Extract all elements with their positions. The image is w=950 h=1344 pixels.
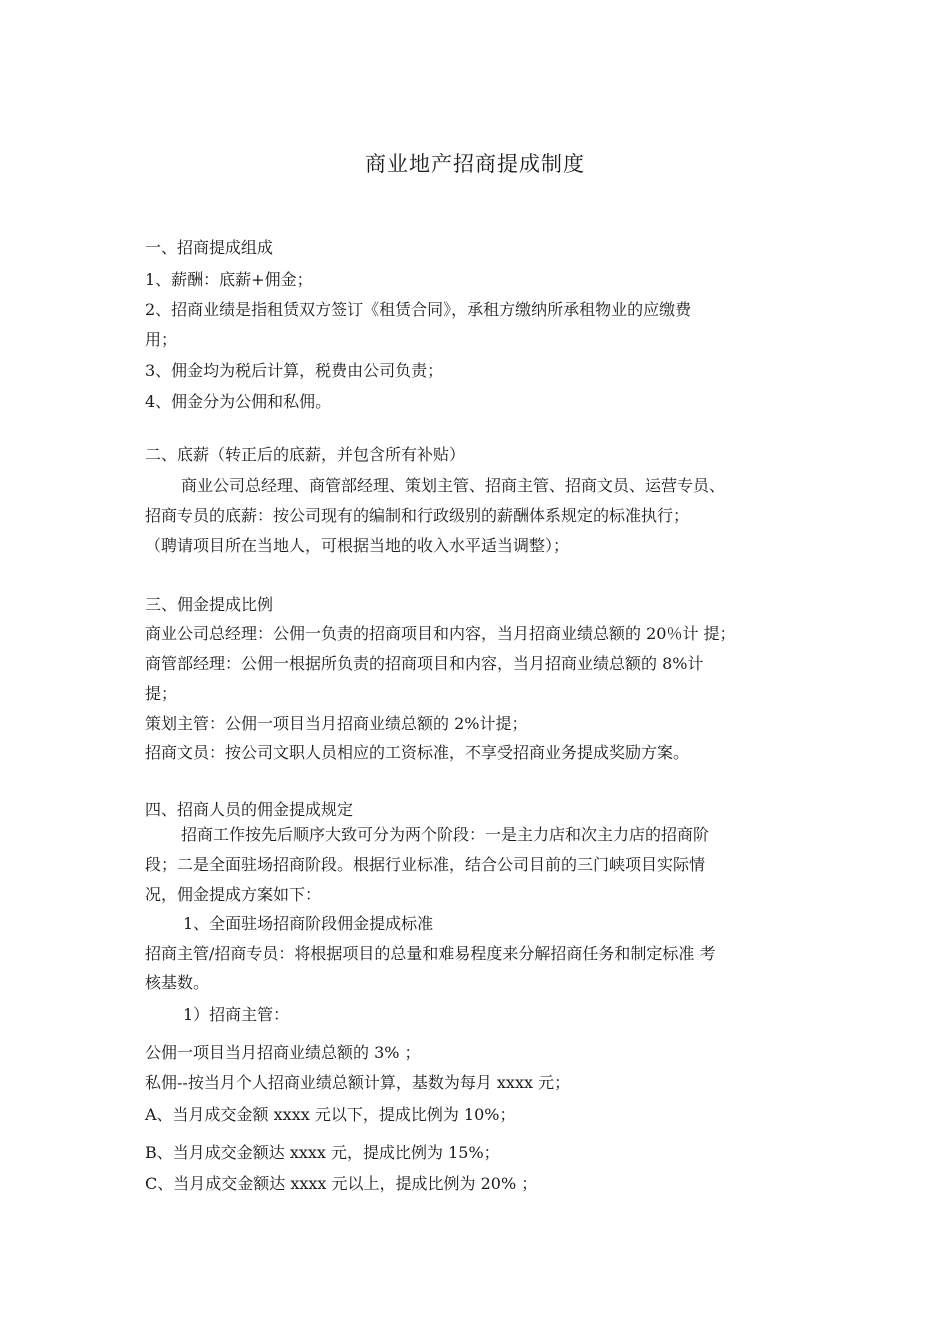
section-4-heading: 四、招商人员的佣金提成规定 (145, 800, 354, 819)
section-2-line: （聘请项目所在当地人，可根据当地的收入水平适当调整）； (145, 536, 570, 555)
section-4-line: B、当月成交金额达 xxxx 元，提成比例为 15%； (145, 1143, 500, 1162)
section-4-subheading: 1、全面驻场招商阶段佣金提成标准 (183, 914, 434, 933)
section-4-line: A、当月成交金额 xxxx 元以下，提成比例为 10%； (145, 1105, 516, 1124)
section-3-line: 招商文员：按公司文职人员相应的工资标准，不享受招商业务提成奖励方案。 (145, 743, 690, 762)
section-3-heading: 三、佣金提成比例 (145, 595, 274, 614)
section-4-line: 招商主管/招商专员：将根据项目的总量和难易程度来分解招商任务和制定标准 考 (145, 944, 716, 963)
section-3-line: 策划主管：公佣一项目当月招商业绩总额的 2%计提； (145, 714, 528, 733)
section-4-line: 招商工作按先后顺序大致可分为两个阶段：一是主力店和次主力店的招商阶 (181, 825, 710, 844)
section-4-line: C、当月成交金额达 xxxx 元以上，提成比例为 20% ； (145, 1174, 538, 1193)
section-1-line: 2、招商业绩是指租赁双方签订《租赁合同》，承租方缴纳所承租物业的应缴费 (145, 300, 692, 319)
section-4-line: 私佣--按当月个人招商业绩总额计算，基数为每月 xxxx 元； (145, 1073, 571, 1092)
section-2-line: 商业公司总经理、商管部经理、策划主管、招商主管、招商文员、运营专员、 (181, 476, 726, 495)
section-4-line: 核基数。 (145, 973, 210, 992)
section-4-line: 况，佣金提成方案如下： (145, 885, 322, 904)
section-4-subheading: 1）招商主管： (183, 1005, 290, 1024)
document-title: 商业地产招商提成制度 (365, 152, 585, 176)
section-4-line: 公佣一项目当月招商业绩总额的 3% ； (145, 1043, 421, 1062)
section-1-heading: 一、招商提成组成 (145, 238, 274, 257)
section-1-line: 3、佣金均为税后计算，税费由公司负责； (145, 361, 444, 380)
section-3-line: 提； (145, 684, 178, 703)
section-3-line: 商业公司总经理：公佣一负责的招商项目和内容，当月招商业绩总额的 20％计 提； (145, 624, 736, 643)
section-3-line: 商管部经理：公佣一根据所负责的招商项目和内容，当月招商业绩总额的 8%计 (145, 654, 704, 673)
section-1-line: 4、佣金分为公佣和私佣。 (145, 392, 332, 411)
section-4-line: 段；二是全面驻场招商阶段。根据行业标准，结合公司目前的三门峡项目实际情 (145, 855, 706, 874)
section-1-line: 用； (145, 330, 178, 349)
section-1-line: 1、薪酬：底薪+佣金； (145, 270, 313, 289)
section-2-line: 招商专员的底薪：按公司现有的编制和行政级别的薪酬体系规定的标准执行； (145, 506, 690, 525)
section-2-heading: 二、底薪（转正后的底薪，并包含所有补贴） (145, 445, 466, 464)
